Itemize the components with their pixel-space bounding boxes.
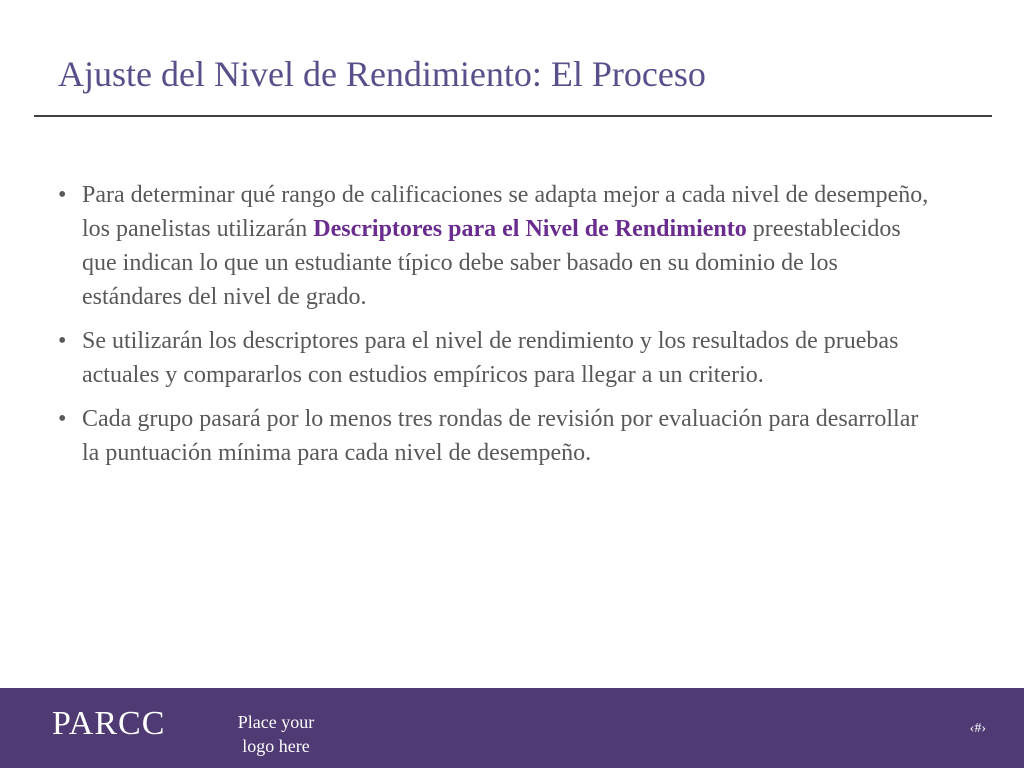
title-divider	[34, 115, 992, 117]
bullet-item	[58, 324, 938, 392]
bullet-marker: •	[58, 182, 67, 208]
bullet-highlight: Descriptores para el Nivel de Rendimiento	[313, 216, 747, 242]
bullet-list	[58, 178, 938, 480]
footer-bar	[0, 688, 1024, 768]
logo-placeholder-line: Place your	[237, 712, 315, 732]
bullet-marker: •	[58, 406, 67, 432]
bullet-text: preestablecidos que indican lo que un estudiante típico debe saber basado en su dominio de los estándares del nivel de grado.	[82, 216, 901, 310]
bullet-item	[58, 178, 938, 314]
bullet-item	[58, 402, 938, 470]
slide-title: Ajuste del Nivel de Rendimiento: El Proceso	[58, 54, 706, 94]
page-number: ‹#›	[969, 721, 986, 736]
bullet-text: Se utilizarán los descriptores para el nivel de rendimiento y los resultados de pruebas actuales y compararlos con estudios empíricos para llegar a un criterio.	[82, 328, 899, 388]
logo-placeholder-line: logo here	[242, 736, 310, 756]
logo-placeholder	[216, 710, 336, 758]
bullet-text: Para determinar qué rango de calificaciones se adapta mejor a cada nivel de desempeño, los panelistas utilizarán	[82, 182, 929, 242]
parcc-logo: PARCC	[52, 705, 166, 742]
bullet-marker: •	[58, 328, 67, 354]
bullet-text: Cada grupo pasará por lo menos tres rondas de revisión por evaluación para desarrollar la puntuación mínima para cada nivel de desempeño.	[82, 406, 919, 466]
